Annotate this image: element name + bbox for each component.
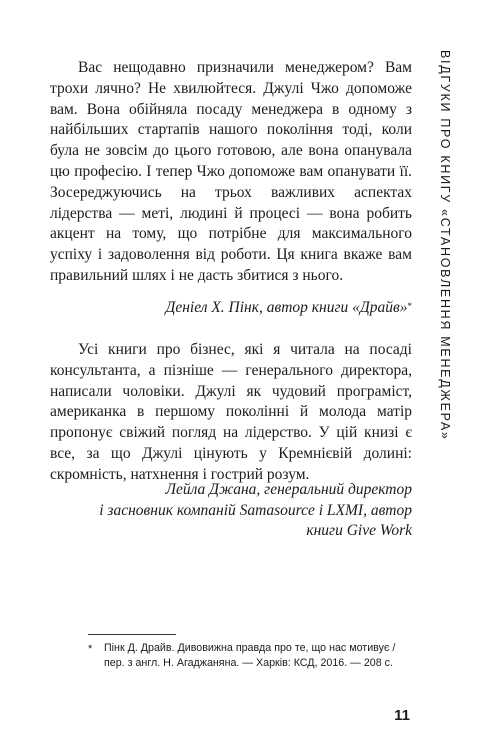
attribution-2-line-1: Лейла Джана, генеральний директор bbox=[165, 481, 412, 498]
footnote-text: Пінк Д. Драйв. Дивовижна правда про те, що нас мотивує / пер. з англ. Н. Агаджаняна. — Харків: КСД, 2016. — 208 с. bbox=[104, 642, 396, 670]
testimonial-1-attribution bbox=[50, 298, 412, 319]
footnote-divider bbox=[88, 634, 176, 635]
testimonial-2-attribution bbox=[50, 480, 412, 542]
running-head: ВІДГУКИ ПРО КНИГУ «СТАНОВЛЕННЯ МЕНЕДЖЕРА» bbox=[438, 50, 452, 441]
testimonial-1-text: Вас нещодавно призначили менеджером? Вам трохи лячно? Не хвилюйтеся. Джулі Чжо допоможе вам. Вона обійняла посаду менеджера в одному з найбільших стартапів нашого покоління тоді, коли була не зовсім до цього готовою, але вона опанувала цю професію. І тепер Чжо допоможе вам опанувати її. Зосереджуючись на трьох важливих аспектах лідерства — меті, людині й процесі — вона робить акцент на тому, що потрібне для максимального успіху і задоволення від роботи. Ця книга вкаже вам правильний шлях і не дасть збитися з нього. bbox=[50, 59, 412, 284]
attribution-2-line-3: книги Give Work bbox=[306, 522, 412, 539]
testimonial-1 bbox=[50, 58, 412, 287]
testimonial-2-text: Усі книги про бізнес, які я читала на посаді консультанта, а пізніше — генерального директора, написали чоловіки. Джулі як чудовий програміст, американка в першому поколінні й молода матір пропонує свіжий погляд на лідерство. У цій книзі є все, за що Джулі цінують у Кремнієвій долині: скромність, натхнення і гострий розум. bbox=[50, 341, 412, 483]
testimonial-2 bbox=[50, 340, 412, 486]
attribution-1-text: Деніел Х. Пінк, автор книги «Драйв» bbox=[165, 299, 408, 316]
attribution-2-line-2: і засновник компаній Samasource і LXMI, автор bbox=[99, 501, 412, 519]
page-number: 11 bbox=[394, 707, 410, 724]
footnote-mark: * bbox=[88, 643, 93, 655]
footnote-reference: * bbox=[407, 301, 412, 311]
